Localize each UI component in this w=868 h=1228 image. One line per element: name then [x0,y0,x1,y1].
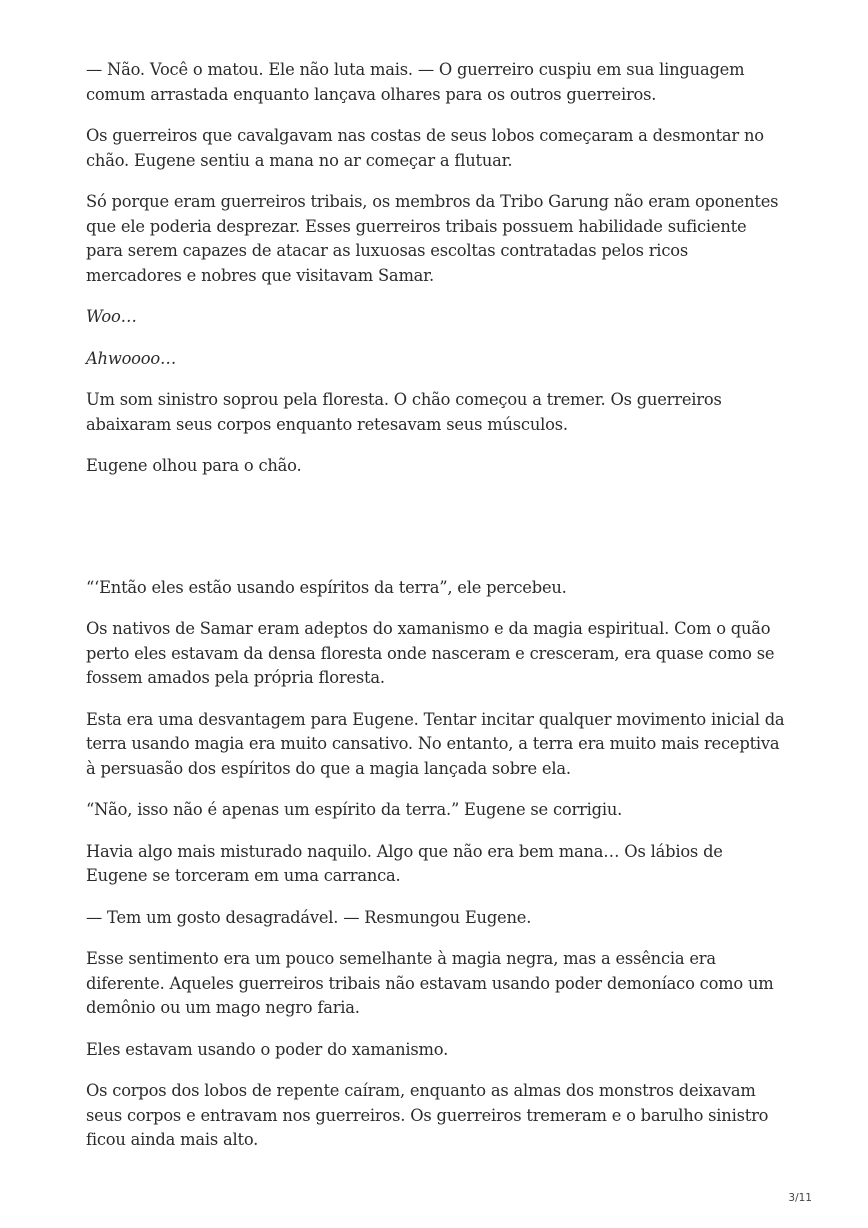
paragraph: Esta era uma desvantagem para Eugene. Tentar incitar qualquer movimento inicial da terra usando magia era muito cansativo. No entanto, a terra era muito mais receptiva à persuasão dos espíritos do que a magia lançada sobre ela. [86,709,785,778]
paragraph: Eles estavam usando o poder do xamanismo. [86,1039,449,1059]
paragraph: — Não. Você o matou. Ele não luta mais. — O guerreiro cuspiu em sua linguagem comum arrastada enquanto lançava olhares para os outros guerreiros. [86,60,745,104]
paragraph: Os corpos dos lobos de repente caíram, enquanto as almas dos monstros deixavam seus corpos e entravam nos guerreiros. Os guerreiros tremeram e o barulho sinistro ficou ainda mais alto. [86,1081,769,1149]
paragraph: Eugene olhou para o chão. [86,456,302,475]
paragraph: — Tem um gosto desagradável. — Resmungou Eugene. [86,907,532,927]
page-number: 3/11 [788,1192,812,1204]
paragraph: “‘Então eles estão usando espíritos da terra”, ele percebeu. [86,577,567,597]
section-gap [86,496,786,576]
paragraph: Só porque eram guerreiros tribais, os membros da Tribo Garung não eram oponentes que ele poderia desprezar. Esses guerreiros tribais possuem habilidade suficiente para serem capazes de atacar as luxuosas escoltas contratadas pelos ricos mercadores e nobres que visitavam Samar. [86,192,779,285]
document-page [86,58,786,1170]
paragraph: Havia algo mais misturado naquilo. Algo que não era bem mana… Os lábios de Eugene se torceram em uma carranca. [86,841,723,885]
italic-paragraph: Ahwoooo… [86,348,177,368]
paragraph: Os guerreiros que cavalgavam nas costas de seus lobos começaram a desmontar no chão. Eugene sentiu a mana no ar começar a flutuar. [86,126,764,170]
paragraph: Esse sentimento era um pouco semelhante à magia negra, mas a essência era diferente. Aqueles guerreiros tribais não estavam usando poder demoníaco como um demônio ou um mago negro faria. [86,949,774,1017]
paragraph: Um som sinistro soprou pela floresta. O chão começou a tremer. Os guerreiros abaixaram seus corpos enquanto retesavam seus músculos. [86,390,722,434]
italic-paragraph: Woo… [86,307,137,326]
paragraph: “Não, isso não é apenas um espírito da terra.” Eugene se corrigiu. [86,800,623,819]
paragraph: Os nativos de Samar eram adeptos do xamanismo e da magia espiritual. Com o quão perto eles estavam da densa floresta onde nasceram e cresceram, era quase como se fossem amados pela própria floresta. [86,619,775,687]
